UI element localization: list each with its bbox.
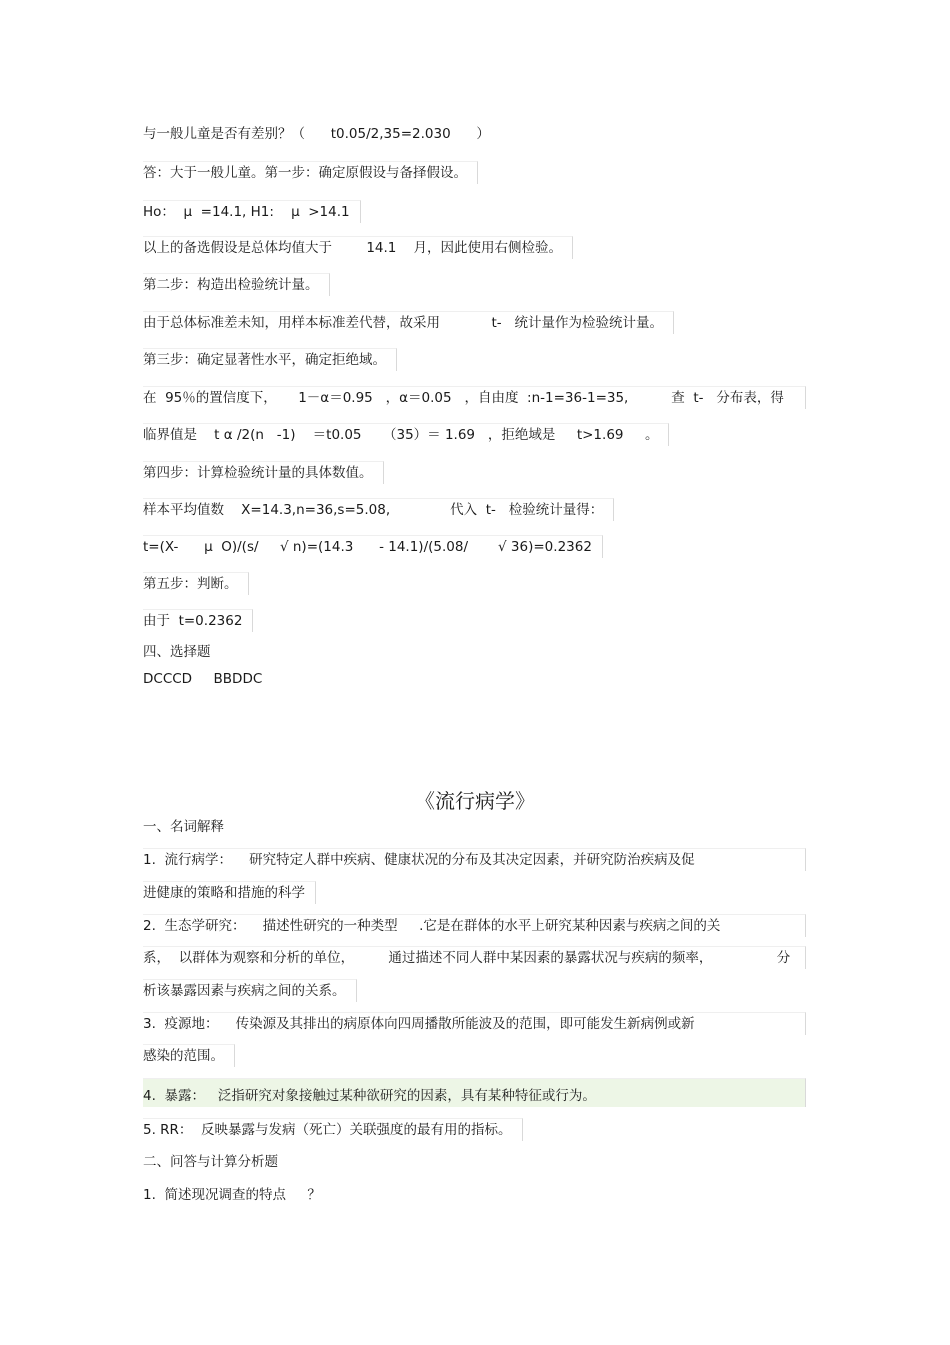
text-line: 第三步：确定显著性水平，确定拒绝域。	[143, 348, 397, 371]
question-line: 1. 简述现况调查的特点 ？	[143, 1187, 321, 1203]
term-line: 2. 生态学研究： 描述性研究的一种类型 .它是在群体的水平上研究某种因素与疾病之间的关	[143, 914, 806, 937]
text-line: 第五步：判断。	[143, 572, 249, 595]
page-title: 《流行病学》	[415, 789, 535, 813]
term-line: 5. RR： 反映暴露与发病（死亡）关联强度的最有用的指标。	[143, 1118, 523, 1141]
term-line-highlighted: 4. 暴露： 泛指研究对象接触过某种欲研究的因素，具有某种特征或行为。	[143, 1078, 806, 1107]
text-line: 第四步：计算检验统计量的具体数值。	[143, 461, 384, 484]
text-line: 与一般儿童是否有差别？（ t0.05/2,35=2.030 ）	[143, 126, 490, 142]
term-line: 进健康的策略和措施的科学	[143, 881, 316, 904]
text-line: 由于 t=0.2362	[143, 609, 253, 632]
term-line: 感染的范围。	[143, 1044, 235, 1067]
text-line: 以上的备选假设是总体均值大于 14.1 月，因此使用右侧检验。	[143, 236, 573, 259]
answer-key: DCCCD BBDDC	[143, 671, 263, 687]
text-line: 答：大于一般儿童。第一步：确定原假设与备择假设。	[143, 161, 478, 184]
term-line: 3. 疫源地： 传染源及其排出的病原体向四周播散所能波及的范围，即可能发生新病例或新	[143, 1012, 806, 1035]
text-line: 在 95％的置信度下， 1－α＝0.95 ，α＝0.05 ，自由度 :n-1=36-1=35, 查 t- 分布表，得	[143, 386, 806, 409]
section-heading: 四、选择题	[143, 644, 211, 660]
term-line: 析该暴露因素与疾病之间的关系。	[143, 979, 357, 1002]
term-line: 1. 流行病学： 研究特定人群中疾病、健康状况的分布及其决定因素，并研究防治疾病及促	[143, 848, 806, 871]
section-heading: 一、名词解释	[143, 819, 224, 835]
text-line: Ho： μ =14.1, H1: μ >14.1	[143, 200, 361, 223]
text-line: 由于总体标准差未知，用样本标准差代替，故采用 t- 统计量作为检验统计量。	[143, 311, 674, 334]
section-heading: 二、问答与计算分析题	[143, 1154, 278, 1170]
text-line: t=(X- μ O)/(s/ √ n)=(14.3 - 14.1)/(5.08/ √ 36)=0.2362	[143, 535, 603, 558]
term-line: 系， 以群体为观察和分析的单位， 通过描述不同人群中某因素的暴露状况与疾病的频率， 分	[143, 946, 806, 969]
text-line: 样本平均值数 X=14.3,n=36,s=5.08, 代入 t- 检验统计量得：	[143, 498, 614, 521]
text-line: 第二步：构造出检验统计量。	[143, 273, 330, 296]
text-line: 临界值是 t α /2(n -1) ＝t0.05 （35）＝ 1.69 ，拒绝域是 t>1.69 。	[143, 423, 669, 446]
